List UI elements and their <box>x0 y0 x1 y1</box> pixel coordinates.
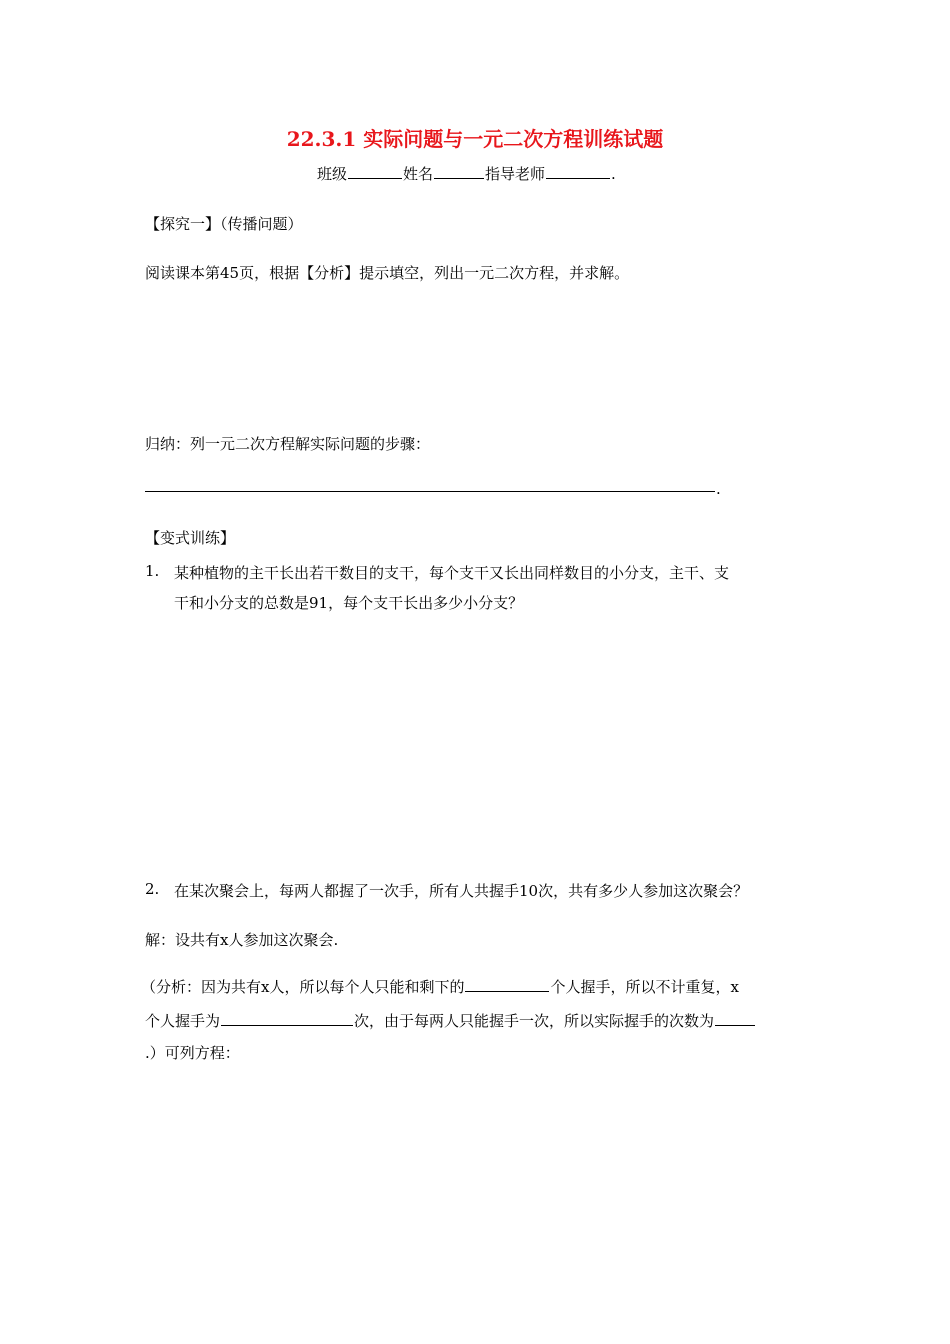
q1-line2: 干和小分支的总数是91，每个支干长出多少小分支？ <box>174 594 524 612</box>
analysis-part-d: 次，由于每两人只能握手一次，所以实际握手的次数为 <box>354 1012 715 1030</box>
class-blank[interactable] <box>348 163 402 179</box>
actual-handshake-blank[interactable] <box>715 1010 755 1026</box>
handshake-count-blank[interactable] <box>221 1010 353 1026</box>
teacher-blank[interactable] <box>546 163 610 179</box>
analysis-part-a: （分析：因为共有x人，所以每个人只能和剩下的 <box>141 978 465 996</box>
analysis-line3: .）可列方程： <box>145 1044 240 1062</box>
q2-number: 2. <box>145 880 160 898</box>
q2-text: 在某次聚会上，每两人都握了一次手，所有人共握手10次，共有多少人参加这次聚会？ <box>174 882 749 900</box>
q1-number: 1. <box>145 562 160 580</box>
class-label: 班级 <box>317 165 348 183</box>
summary-answer-line[interactable] <box>145 491 715 492</box>
name-label: 姓名 <box>403 165 434 183</box>
summary-text: 归纳：列一元二次方程解实际问题的步骤： <box>145 435 431 453</box>
analysis-part-c: 个人握手为 <box>145 1012 221 1030</box>
teacher-label: 指导老师 <box>485 165 546 183</box>
section2-heading: 【变式训练】 <box>145 529 236 547</box>
header-end-dot: . <box>611 165 616 183</box>
analysis-line2 <box>145 1010 756 1031</box>
section1-instruction: 阅读课本第45页，根据【分析】提示填空，列出一元二次方程，并求解。 <box>145 264 630 282</box>
q1-line1: 某种植物的主干长出若干数目的支干，每个支干又长出同样数目的小分支，主干、支 <box>174 564 730 582</box>
student-info-line <box>317 163 616 184</box>
solution-line: 解：设共有x人参加这次聚会. <box>145 931 339 949</box>
name-blank[interactable] <box>434 163 484 179</box>
analysis-line1 <box>141 976 739 997</box>
summary-end-dot: . <box>716 480 721 498</box>
analysis-part-b: 个人握手，所以不计重复，x <box>550 978 739 996</box>
section1-heading: 【探究一】（传播问题） <box>145 215 303 233</box>
page-title: 22.3.1 实际问题与一元二次方程训练试题 <box>286 127 664 151</box>
remaining-people-blank[interactable] <box>465 976 549 992</box>
